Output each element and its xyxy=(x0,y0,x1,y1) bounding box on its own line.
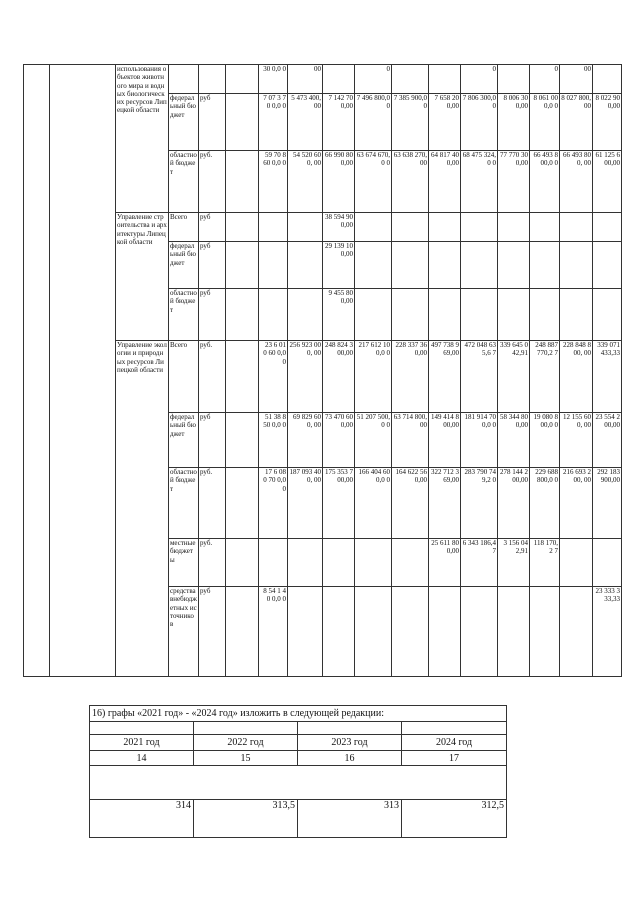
funding-source-cell: Всего xyxy=(169,341,199,413)
amount-cell: 228 848 800, 00 xyxy=(560,341,593,413)
amount-cell: 497 738 969,00 xyxy=(429,341,461,413)
amount-cell: 0 xyxy=(530,65,560,94)
amount-cell: 216 693 200, 00 xyxy=(560,468,593,539)
amount-cell xyxy=(498,587,530,677)
funding-source-cell: областной бюджет xyxy=(169,151,199,213)
amount-cell: 17 6 08 0 70 0,0 0 xyxy=(259,468,288,539)
amount-cell xyxy=(226,539,259,587)
amount-cell xyxy=(259,289,288,341)
amount-cell: 149 414 800,00 xyxy=(429,413,461,468)
amount-cell: 8 54 1 40 0,0 0 xyxy=(259,587,288,677)
unit-cell: руб xyxy=(199,242,226,289)
unit-cell: руб. xyxy=(199,341,226,413)
year-header: 2023 год xyxy=(298,735,402,751)
executor-cell: использования объектов животного мира и водных биологических ресурсов Липецкой области xyxy=(116,65,169,213)
amount-cell: 00 xyxy=(560,65,593,94)
blank-cell xyxy=(194,722,298,735)
unit-cell: руб xyxy=(199,213,226,242)
amount-cell xyxy=(259,242,288,289)
amount-cell xyxy=(392,242,429,289)
year-header: 2021 год xyxy=(90,735,194,751)
amount-cell xyxy=(259,539,288,587)
amount-cell xyxy=(355,587,392,677)
measure-cell xyxy=(50,65,116,677)
funding-source-cell: федеральный бюджет xyxy=(169,242,199,289)
amount-cell: 30 0,0 0 xyxy=(259,65,288,94)
amount-cell: 61 125 600,00 xyxy=(593,151,622,213)
amount-cell: 217 612 100,0 0 xyxy=(355,341,392,413)
amount-cell xyxy=(288,213,323,242)
amount-cell xyxy=(392,539,429,587)
amount-cell: 181 914 700,0 0 xyxy=(461,413,498,468)
amount-cell xyxy=(593,242,622,289)
amount-cell: 7 806 300,0 0 xyxy=(461,94,498,151)
amount-cell: 8 022 900,00 xyxy=(593,94,622,151)
amount-cell xyxy=(355,539,392,587)
table-row xyxy=(24,65,622,94)
amount-cell: 229 688 800,0 0 xyxy=(530,468,560,539)
amount-cell: 0 xyxy=(355,65,392,94)
amount-cell xyxy=(530,242,560,289)
amount-cell: 6 343 186,4 7 xyxy=(461,539,498,587)
amount-cell: 77 770 300,00 xyxy=(498,151,530,213)
unit-cell: руб. xyxy=(199,151,226,213)
column-number: 16 xyxy=(298,751,402,766)
amount-cell: 339 071 433,33 xyxy=(593,341,622,413)
amount-cell: 7 142 700,00 xyxy=(323,94,355,151)
amount-cell xyxy=(392,289,429,341)
funding-source-cell: федеральный бюджет xyxy=(169,413,199,468)
column-number: 14 xyxy=(90,751,194,766)
amount-cell xyxy=(593,65,622,94)
amount-cell: 472 048 635,6 7 xyxy=(461,341,498,413)
amount-cell xyxy=(259,213,288,242)
amount-cell xyxy=(530,289,560,341)
amount-cell xyxy=(429,65,461,94)
amount-cell: 68 475 324,0 0 xyxy=(461,151,498,213)
amount-cell: 51 38 8 50 0,0 0 xyxy=(259,413,288,468)
unit-cell: руб xyxy=(199,289,226,341)
amount-cell: 63 714 800,00 xyxy=(392,413,429,468)
column-number: 17 xyxy=(402,751,507,766)
amount-cell: 5 473 400, 00 xyxy=(288,94,323,151)
amount-cell: 63 674 670,0 0 xyxy=(355,151,392,213)
amount-cell: 278 144 200,00 xyxy=(498,468,530,539)
amount-cell xyxy=(429,289,461,341)
amount-cell xyxy=(226,65,259,94)
amount-cell xyxy=(323,65,355,94)
amount-cell: 00 xyxy=(288,65,323,94)
amount-cell: 63 638 270,00 xyxy=(392,151,429,213)
amount-cell xyxy=(461,242,498,289)
amount-cell: 59 70 8 60 0,0 0 xyxy=(259,151,288,213)
unit-cell: руб. xyxy=(199,539,226,587)
funding-source-cell xyxy=(169,65,199,94)
amount-cell: 23 554 200,00 xyxy=(593,413,622,468)
column-number: 15 xyxy=(194,751,298,766)
amount-cell: 58 344 800,00 xyxy=(498,413,530,468)
funding-source-cell: местные бюджеты xyxy=(169,539,199,587)
amount-cell xyxy=(560,289,593,341)
amount-cell xyxy=(498,213,530,242)
amount-cell xyxy=(226,213,259,242)
amount-cell xyxy=(498,289,530,341)
blank-cell xyxy=(90,722,194,735)
amount-cell xyxy=(429,213,461,242)
amount-cell xyxy=(288,289,323,341)
amount-cell xyxy=(226,413,259,468)
amendment-heading: 16) графы «2021 год» - «2024 год» изложить в следующей редакции: xyxy=(90,706,507,722)
amount-cell: 25 611 800,00 xyxy=(429,539,461,587)
amount-cell xyxy=(593,213,622,242)
funding-source-cell: средства внебюджетных источников xyxy=(169,587,199,677)
amount-cell: 3 156 042,91 xyxy=(498,539,530,587)
amount-cell xyxy=(226,341,259,413)
amount-cell xyxy=(560,587,593,677)
amount-cell: 256 923 000, 00 xyxy=(288,341,323,413)
year-value: 313,5 xyxy=(194,800,298,838)
year-value: 313 xyxy=(298,800,402,838)
amount-cell xyxy=(288,587,323,677)
amount-cell: 292 183 900,00 xyxy=(593,468,622,539)
amount-cell xyxy=(560,539,593,587)
amount-cell: 339 645 042,91 xyxy=(498,341,530,413)
unit-cell: руб xyxy=(199,94,226,151)
amount-cell xyxy=(461,213,498,242)
amount-cell: 51 207 500,0 0 xyxy=(355,413,392,468)
amount-cell: 73 470 600,00 xyxy=(323,413,355,468)
amount-cell: 166 404 600,0 0 xyxy=(355,468,392,539)
amount-cell: 7 658 200,00 xyxy=(429,94,461,151)
amount-cell xyxy=(429,587,461,677)
blank-row xyxy=(90,766,507,800)
amount-cell xyxy=(226,94,259,151)
amount-cell xyxy=(226,151,259,213)
amount-cell: 23 6 01 0 60 0,0 0 xyxy=(259,341,288,413)
amendment-table xyxy=(89,705,507,838)
blank-cell xyxy=(298,722,402,735)
amount-cell: 66 493 800, 00 xyxy=(560,151,593,213)
funding-source-cell: Всего xyxy=(169,213,199,242)
amount-cell xyxy=(323,587,355,677)
amount-cell: 175 353 700,00 xyxy=(323,468,355,539)
amount-cell: 8 061 000,0 0 xyxy=(530,94,560,151)
amount-cell: 12 155 600, 00 xyxy=(560,413,593,468)
amount-cell xyxy=(429,242,461,289)
amount-cell xyxy=(392,65,429,94)
year-value: 314 xyxy=(90,800,194,838)
amount-cell: 248 887 770,2 7 xyxy=(530,341,560,413)
amount-cell xyxy=(226,289,259,341)
amount-cell: 69 829 600, 00 xyxy=(288,413,323,468)
amount-cell xyxy=(226,468,259,539)
program-funding-table xyxy=(23,64,622,677)
amount-cell: 23 333 333,33 xyxy=(593,587,622,677)
amount-cell xyxy=(392,587,429,677)
amount-cell xyxy=(560,213,593,242)
amount-cell: 38 594 900,00 xyxy=(323,213,355,242)
amount-cell xyxy=(530,213,560,242)
funding-source-cell: областной бюджет xyxy=(169,289,199,341)
amount-cell xyxy=(323,539,355,587)
amount-cell: 0 xyxy=(461,65,498,94)
executor-cell: Управление строительства и архитектуры Липецкой области xyxy=(116,213,169,341)
amount-cell xyxy=(226,587,259,677)
amount-cell: 7 385 900,00 xyxy=(392,94,429,151)
amount-cell: 228 337 360,00 xyxy=(392,341,429,413)
unit-cell: руб xyxy=(199,413,226,468)
amount-cell: 283 790 749,2 0 xyxy=(461,468,498,539)
executor-cell: Управление экологии и природных ресурсов Липецкой области xyxy=(116,341,169,677)
year-header: 2024 год xyxy=(402,735,507,751)
amount-cell: 164 622 560,00 xyxy=(392,468,429,539)
amount-cell: 322 712 369,00 xyxy=(429,468,461,539)
funding-source-cell: федеральный бюджет xyxy=(169,94,199,151)
amount-cell: 19 080 800,0 0 xyxy=(530,413,560,468)
amount-cell: 54 520 600, 00 xyxy=(288,151,323,213)
amount-cell: 7 496 800,0 0 xyxy=(355,94,392,151)
amount-cell: 64 817 400,00 xyxy=(429,151,461,213)
amount-cell xyxy=(498,242,530,289)
unit-cell xyxy=(199,65,226,94)
funding-source-cell: областной бюджет xyxy=(169,468,199,539)
amount-cell: 29 139 100,00 xyxy=(323,242,355,289)
year-header: 2022 год xyxy=(194,735,298,751)
amount-cell: 7 07 3 70 0,0 0 xyxy=(259,94,288,151)
amount-cell xyxy=(530,587,560,677)
unit-cell: руб. xyxy=(199,468,226,539)
amount-cell: 66 990 800,00 xyxy=(323,151,355,213)
amount-cell: 9 455 800,00 xyxy=(323,289,355,341)
amount-cell xyxy=(355,289,392,341)
amount-cell xyxy=(461,289,498,341)
row-number-cell xyxy=(24,65,50,677)
amount-cell xyxy=(355,242,392,289)
unit-cell: руб xyxy=(199,587,226,677)
amount-cell xyxy=(593,289,622,341)
amount-cell: 8 006 300,00 xyxy=(498,94,530,151)
amount-cell xyxy=(461,587,498,677)
amount-cell: 187 093 400, 00 xyxy=(288,468,323,539)
amount-cell xyxy=(498,65,530,94)
amount-cell: 118 170,2 7 xyxy=(530,539,560,587)
amount-cell xyxy=(288,539,323,587)
amount-cell xyxy=(560,242,593,289)
amount-cell xyxy=(288,242,323,289)
amount-cell: 66 493 800,0 0 xyxy=(530,151,560,213)
year-value: 312,5 xyxy=(402,800,507,838)
amount-cell xyxy=(355,213,392,242)
amount-cell xyxy=(593,539,622,587)
amount-cell: 8 027 800, 00 xyxy=(560,94,593,151)
amount-cell xyxy=(392,213,429,242)
blank-cell xyxy=(402,722,507,735)
amount-cell: 248 824 300,00 xyxy=(323,341,355,413)
amount-cell xyxy=(226,242,259,289)
